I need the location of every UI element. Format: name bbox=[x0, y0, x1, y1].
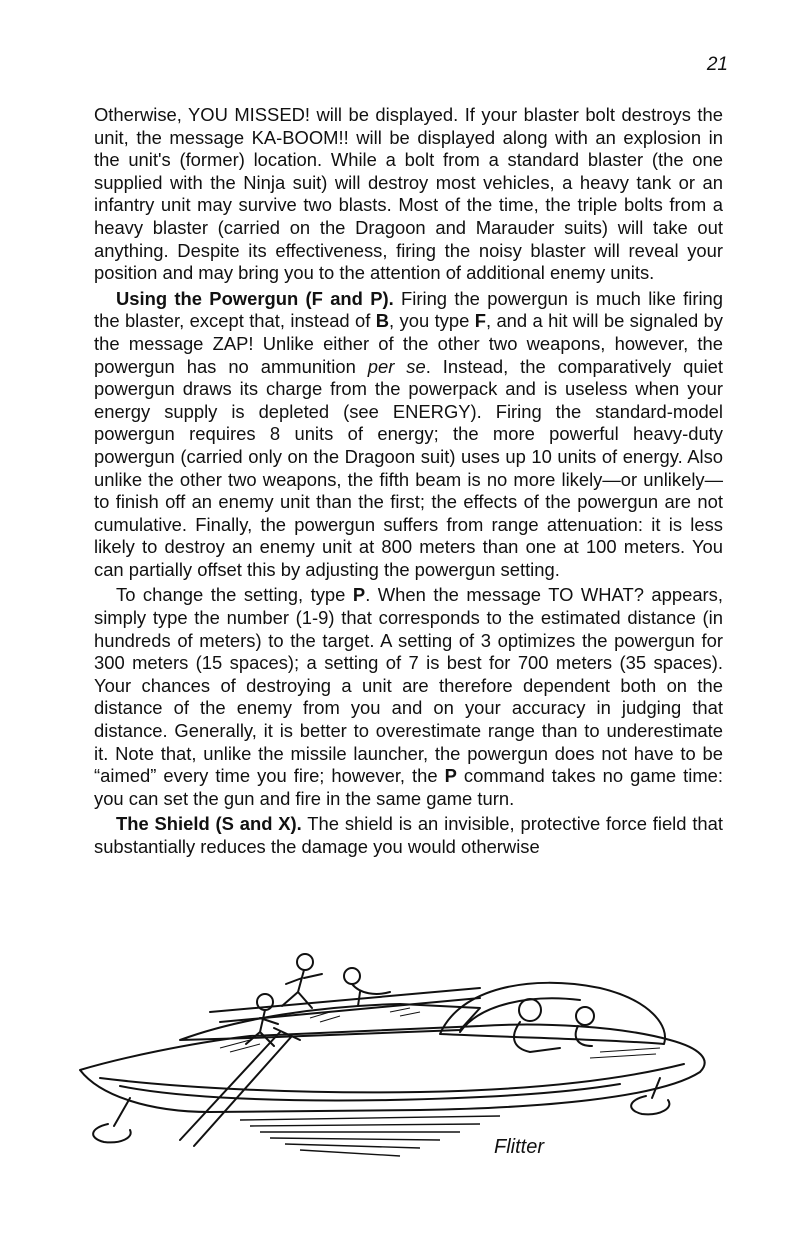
paragraph-powergun-setting bbox=[94, 584, 723, 810]
text-run: , you type bbox=[389, 310, 475, 332]
hover-pad bbox=[631, 1096, 669, 1114]
body-text bbox=[94, 104, 723, 862]
key-f: F bbox=[474, 310, 486, 332]
page-number: 21 bbox=[706, 54, 728, 75]
text-run: Firing the powergun is much like firing the blaster, except that, instead of bbox=[94, 287, 723, 332]
section-heading-shield: The Shield (S and X). bbox=[116, 813, 302, 835]
hover-pad bbox=[93, 1124, 131, 1142]
paragraph-powergun bbox=[94, 288, 723, 582]
text-run: The shield is an invisible, protective force field that substantially reduces the damage you would otherwise bbox=[94, 813, 723, 857]
paragraph-blaster-result: Otherwise, YOU MISSED! will be displayed. If your blaster bolt destroys the unit, the message KA-BOOM!! will be displayed along with an explosion in the unit's (former) location. While a bolt from a standard blaster (the one supplied with the Ninja suit) will destroy most vehicles, a heavy tank or an infantry unit may survive two blasts. Most of the time, the triple bolts from a heavy blaster (carried on the Dragoon and Marauder suits) will take out anything. Despite its effectiveness, firing the noisy blaster will reveal your position and may bring you to the attention of additional enemy units. bbox=[94, 104, 723, 284]
text-run: . When the message TO WHAT? appears, simply type the number (1-9) that corresponds to the estimated distance (in hundreds of meters) to the target. A setting of 3 optimizes the powergun for 300 meters (15 spaces); a setting of 7 is best for 700 meters (35 spaces). Your chances of destroying a unit are therefore dependent both on the distance of the enemy from you and on your accuracy in judging that distance. Generally, it is better to overestimate range than to underestimate it. Note that, unlike the missile launcher, the powergun does not have to be “aimed” every time you fire; however, the bbox=[94, 584, 723, 787]
text-run: command takes no game time: you can set the gun and fire in the same game turn. bbox=[94, 765, 723, 809]
flitter-illustration bbox=[60, 948, 740, 1188]
key-p: P bbox=[352, 584, 366, 606]
text-run: , and a hit will be signaled by the message ZAP! Unlike either of the other two weapons, however, the powergun has no ammunition bbox=[94, 310, 723, 377]
section-heading-powergun: Using the Powergun (F and P). bbox=[116, 287, 394, 309]
paragraph-shield bbox=[94, 813, 723, 858]
hull-outline bbox=[80, 1025, 705, 1112]
emphasis-per-se: per se bbox=[367, 355, 426, 377]
text-run: . Instead, the comparatively quiet powergun draws its charge from the powerpack and is useless when your energy supply is depleted (see ENERGY). Firing the standard-model powergun requires 8 units of energy; the more powerful heavy-duty powergun (carried only on the Dragoon suit) uses up 10 units of energy. Also unlike the other two weapons, the fifth beam is no more likely—or unlikely—to finish off an enemy unit than the first; the effects of the powergun are not cumulative. Finally, the powergun suffers from range attenuation: it is less likely to destroy an enemy unit at 800 meters than one at 100 meters. You can partially offset this by adjusting the powergun setting. bbox=[94, 355, 723, 580]
figure-caption: Flitter bbox=[494, 1136, 544, 1158]
key-p: P bbox=[444, 765, 457, 787]
speed-lines bbox=[240, 1116, 500, 1156]
text-run: To change the setting, type bbox=[116, 584, 353, 606]
key-b: B bbox=[375, 310, 390, 332]
